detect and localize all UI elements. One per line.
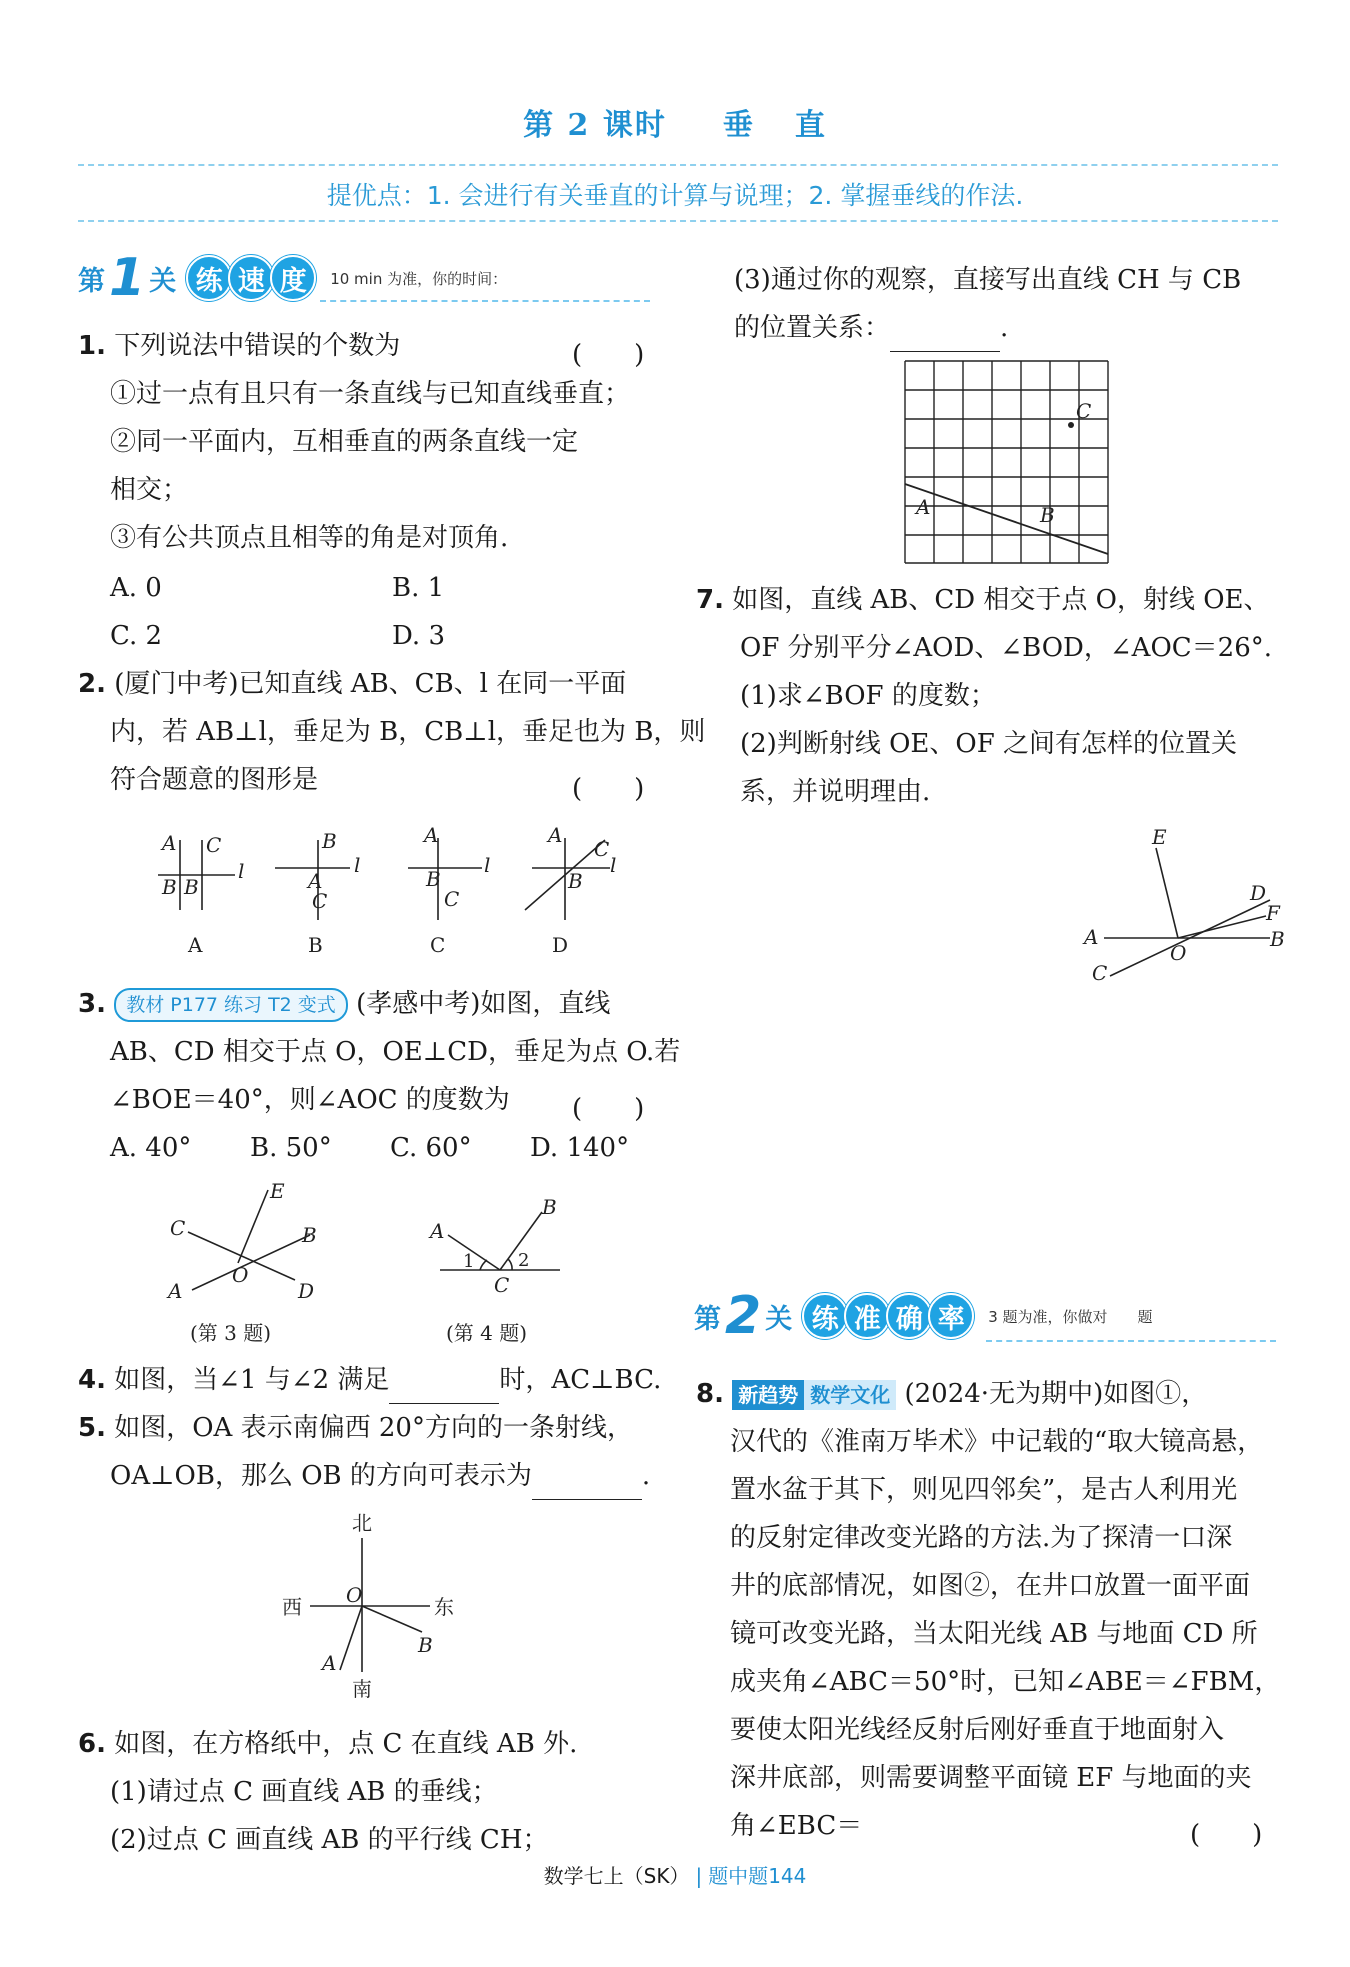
q7-part-1: (1)求∠BOF 的度数； xyxy=(740,681,996,711)
svg-text:A: A xyxy=(168,1279,183,1303)
title-char-2: 直 xyxy=(794,108,827,143)
q3-text-1: (孝感中考)如图，直线 xyxy=(356,989,611,1019)
q8-text-9: 深井底部，则需要调整平面镜 EF 与地面的夹 xyxy=(730,1763,1252,1793)
divider-goal xyxy=(78,220,1278,222)
svg-text:A: A xyxy=(916,495,931,519)
level-guan: 关 xyxy=(149,265,177,297)
svg-text:l: l xyxy=(238,859,245,883)
svg-text:D: D xyxy=(1250,881,1267,905)
q5-line-1 xyxy=(78,1404,633,1452)
page-number: 144 xyxy=(768,1864,807,1888)
badge-char: 准 xyxy=(844,1293,890,1339)
svg-text:C: C xyxy=(170,1216,186,1240)
q8-text-8: 要使太阳光线经反射后刚好垂直于地面射入 xyxy=(730,1715,1225,1745)
lesson-number: 第 2 课时 xyxy=(523,108,667,143)
q6-text-1: 如图，在方格纸中，点 C 在直线 AB 外. xyxy=(114,1729,578,1759)
q2-text-1: (厦门中考)已知直线 AB、CB、l 在同一平面 xyxy=(114,669,627,699)
q3-option-d: D. 140° xyxy=(530,1133,630,1163)
svg-text:E: E xyxy=(270,1180,285,1203)
svg-text:A: A xyxy=(162,831,177,855)
q3-textbook-tag: 教材 P177 练习 T2 变式 xyxy=(114,988,348,1022)
q3-caption: (第 3 题) xyxy=(190,1321,272,1345)
q5-number: 5. xyxy=(78,1413,106,1443)
level-guan: 关 xyxy=(765,1303,793,1335)
q3-option-c: C. 60° xyxy=(390,1133,472,1163)
q5-line-2 xyxy=(110,1452,650,1500)
q4-text-post: 时，AC⊥BC. xyxy=(499,1365,662,1395)
svg-text:C: C xyxy=(594,837,610,861)
svg-text:B: B xyxy=(418,1633,433,1657)
q2-line-1 xyxy=(78,660,626,708)
svg-text:l: l xyxy=(354,853,361,877)
q4-text-pre: 如图，当∠1 与∠2 满足 xyxy=(114,1365,390,1395)
svg-text:B: B xyxy=(1270,927,1285,951)
svg-text:l: l xyxy=(484,853,491,877)
q6-number: 6. xyxy=(78,1729,106,1759)
svg-text:1: 1 xyxy=(463,1251,475,1272)
q5-text-2-end: . xyxy=(641,1461,651,1491)
q1-statement-1: ①过一点有且只有一条直线与已知直线垂直； xyxy=(110,379,631,409)
divider-top xyxy=(78,164,1278,166)
q7-part-2: (2)判断射线 OE、OF 之间有怎样的位置关 xyxy=(740,729,1238,759)
svg-text:O: O xyxy=(346,1583,363,1607)
q5-text-2: OA⊥OB，那么 OB 的方向可表示为 xyxy=(110,1461,532,1491)
svg-text:C: C xyxy=(312,889,328,913)
q6-part-2: (2)过点 C 画直线 AB 的平行线 CH； xyxy=(110,1825,549,1855)
level-di: 第 xyxy=(78,265,105,297)
svg-text:2: 2 xyxy=(518,1250,530,1271)
svg-text:C: C xyxy=(1076,399,1092,423)
learning-goal: 提优点：1. 会进行有关垂直的计算与说理；2. 掌握垂线的作法. xyxy=(326,181,1024,210)
badge-char: 率 xyxy=(928,1293,974,1339)
title-char-1: 垂 xyxy=(722,108,755,143)
svg-text:E: E xyxy=(1152,828,1167,849)
q5-blank[interactable] xyxy=(532,1471,642,1500)
q3-number: 3. xyxy=(78,989,106,1019)
svg-text:A: A xyxy=(1084,925,1099,949)
north-label: 北 xyxy=(352,1511,372,1535)
svg-text:B: B xyxy=(322,829,337,853)
q5-text-1: 如图，OA 表示南偏西 20°方向的一条射线， xyxy=(114,1413,633,1443)
svg-text:A: A xyxy=(430,1219,445,1243)
q6-part-3-text: 的位置关系： xyxy=(734,313,891,343)
svg-text:B: B xyxy=(542,1195,557,1219)
q8-answer-paren: ( ) xyxy=(1190,1820,1263,1850)
svg-text:B: B xyxy=(184,875,199,899)
svg-text:A: A xyxy=(308,869,323,893)
q6-part-3-end: . xyxy=(1000,313,1009,343)
q1-number: 1. xyxy=(78,331,106,361)
q8-number: 8. xyxy=(696,1379,724,1409)
q2-caption-c: C xyxy=(430,933,446,957)
book-name: 数学七上（SK） xyxy=(543,1864,690,1888)
svg-text:F: F xyxy=(1266,901,1280,925)
q6-line-1 xyxy=(78,1720,577,1768)
q4-number: 4. xyxy=(78,1365,106,1395)
q8-text-1: (2024·无为期中)如图①， xyxy=(904,1379,1208,1409)
q1-option-c: C. 2 xyxy=(110,621,163,651)
svg-text:O: O xyxy=(1170,941,1187,965)
q7-part-2-cont: 系，并说明理由. xyxy=(740,777,931,807)
svg-text:A: A xyxy=(322,1651,337,1675)
svg-text:O: O xyxy=(232,1263,249,1287)
q2-caption-b: B xyxy=(308,933,323,957)
lesson-title xyxy=(0,100,1350,144)
q1-answer-paren: ( ) xyxy=(572,340,645,370)
q3-option-b: B. 50° xyxy=(250,1133,332,1163)
west-label: 西 xyxy=(282,1595,302,1619)
footer-separator: | xyxy=(695,1864,703,1888)
q1-option-d: D. 3 xyxy=(392,621,445,651)
level-2-header xyxy=(694,1286,1153,1346)
q1-statement-3: ③有公共顶点且相等的角是对顶角. xyxy=(110,523,509,553)
q8-text-10: 角∠EBC＝ xyxy=(730,1811,863,1841)
svg-text:C: C xyxy=(494,1273,510,1297)
q8-text-7: 成夹角∠ABC＝50°时，已知∠ABE＝∠FBM， xyxy=(730,1667,1281,1697)
q8-culture-tag: 数学文化 xyxy=(804,1380,896,1410)
q4-caption: (第 4 题) xyxy=(446,1321,528,1345)
svg-text:B: B xyxy=(568,869,583,893)
q3-text-2: AB、CD 相交于点 O，OE⊥CD，垂足为点 O.若 xyxy=(110,1037,681,1067)
level-1-dashline xyxy=(320,300,650,302)
svg-text:C: C xyxy=(206,833,222,857)
q4-line xyxy=(78,1356,661,1404)
badge-char: 速 xyxy=(228,255,274,301)
svg-text:B: B xyxy=(302,1223,317,1247)
level-di: 第 xyxy=(694,1303,721,1335)
level-number: 2 xyxy=(725,1286,762,1346)
q4-blank[interactable] xyxy=(389,1375,499,1404)
svg-text:B: B xyxy=(162,875,177,899)
q7-figure xyxy=(1070,828,1300,998)
q3-line-1 xyxy=(78,980,610,1028)
score-note: 3 题为准，你做对 题 xyxy=(988,1307,1153,1326)
q1-option-a: A. 0 xyxy=(110,573,162,603)
q2-figures xyxy=(140,820,640,960)
q6-grid-figure xyxy=(900,356,1120,570)
svg-text:C: C xyxy=(444,887,460,911)
south-label: 南 xyxy=(352,1677,372,1700)
level-badge xyxy=(186,255,312,301)
q2-text-3: 符合题意的图形是 xyxy=(110,765,319,795)
q8-text-2: 汉代的《淮南万毕术》中记载的“取大镜高悬， xyxy=(730,1427,1264,1457)
page-footer xyxy=(0,1860,1350,1889)
q1-text: 下列说法中错误的个数为 xyxy=(114,331,401,361)
q7-text-2: OF 分别平分∠AOD、∠BOD，∠AOC＝26°. xyxy=(740,633,1272,663)
q2-text-2: 内，若 AB⊥l，垂足为 B，CB⊥l，垂足也为 B，则 xyxy=(110,717,706,747)
q7-number: 7. xyxy=(696,585,724,615)
q8-trend-tag: 新趋势 xyxy=(732,1380,804,1410)
east-label: 东 xyxy=(434,1595,454,1619)
time-note: 10 min 为准，你的时间： xyxy=(330,269,508,288)
q7-line-1 xyxy=(696,576,1270,624)
q6-blank[interactable] xyxy=(890,323,1000,352)
level-number: 1 xyxy=(109,248,146,308)
level-2-dashline xyxy=(986,1340,1276,1342)
q2-number: 2. xyxy=(78,669,106,699)
q6-part-1: (1)请过点 C 画直线 AB 的垂线； xyxy=(110,1777,498,1807)
series-name: 题中题 xyxy=(708,1864,769,1888)
q2-caption-a: A xyxy=(188,933,203,957)
q1-statement-2: ②同一平面内，互相垂直的两条直线一定 xyxy=(110,427,579,457)
badge-char: 练 xyxy=(186,255,232,301)
q1-stem xyxy=(78,322,400,370)
q2-answer-paren: ( ) xyxy=(572,774,645,804)
badge-char: 确 xyxy=(886,1293,932,1339)
q3-text-3: ∠BOE＝40°，则∠AOC 的度数为 xyxy=(110,1085,510,1115)
q7-text-1: 如图，直线 AB、CD 相交于点 O，射线 OE、 xyxy=(732,585,1270,615)
q2-caption-d: D xyxy=(552,933,569,957)
q6-part-3-cont xyxy=(734,304,1008,352)
badge-char: 练 xyxy=(802,1293,848,1339)
svg-text:B: B xyxy=(1040,503,1055,527)
q8-text-3: 置水盆于其下，则见四邻矣”，是古人利用光 xyxy=(730,1475,1238,1505)
svg-text:A: A xyxy=(424,823,439,847)
svg-text:B: B xyxy=(426,867,441,891)
q8-text-4: 的反射定律改变光路的方法.为了探清一口深 xyxy=(730,1523,1233,1553)
q3-q4-figures xyxy=(150,1180,610,1350)
q6-part-3: (3)通过你的观察，直接写出直线 CH 与 CB xyxy=(734,265,1242,295)
q1-statement-2-cont: 相交； xyxy=(110,475,189,505)
q8-text-5: 井的底部情况，如图②，在井口放置一面平面 xyxy=(730,1571,1251,1601)
svg-text:A: A xyxy=(548,823,563,847)
q3-answer-paren: ( ) xyxy=(572,1094,645,1124)
svg-text:l: l xyxy=(610,853,617,877)
badge-char: 度 xyxy=(270,255,316,301)
q8-text-6: 镜可改变光路，当太阳光线 AB 与地面 CD 所 xyxy=(730,1619,1258,1649)
q1-option-b: B. 1 xyxy=(392,573,445,603)
q3-option-a: A. 40° xyxy=(110,1133,192,1163)
svg-text:D: D xyxy=(298,1279,315,1303)
svg-text:C: C xyxy=(1092,961,1108,985)
q5-compass-figure xyxy=(270,1510,490,1700)
level-badge xyxy=(802,1293,970,1339)
q8-line-1 xyxy=(696,1370,1207,1418)
level-1-header xyxy=(78,248,508,308)
